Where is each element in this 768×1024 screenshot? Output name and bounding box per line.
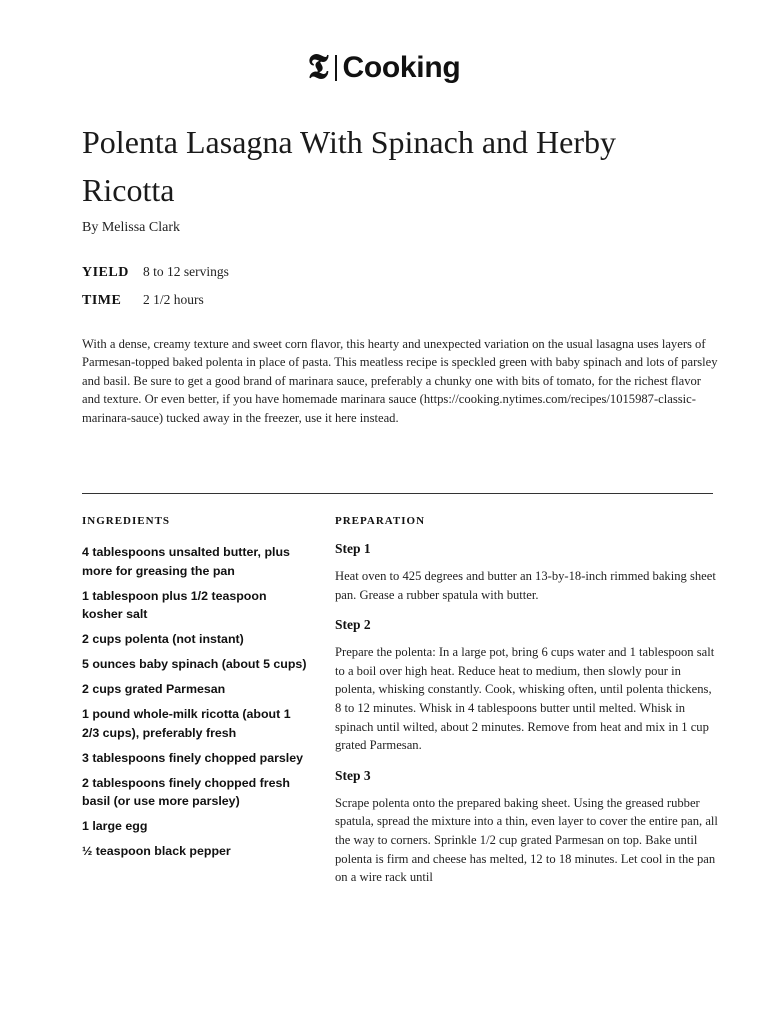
ingredient-item: 1 pound whole-milk ricotta (about 1 2/3 cups), preferably fresh [82, 707, 291, 740]
ingredient-item: 2 tablespoons finely chopped fresh basil (or use more parsley) [82, 775, 290, 808]
ingredient-item: 1 tablespoon plus 1/2 teaspoon kosher salt [82, 588, 267, 621]
ingredient-item: ½ teaspoon black pepper [82, 844, 231, 858]
preparation-step [335, 616, 720, 755]
ingredients-list [82, 543, 307, 867]
ingredients-heading: INGREDIENTS [82, 515, 171, 527]
yield-value: 8 to 12 servings [143, 264, 229, 279]
preparation-heading: PREPARATION [335, 515, 426, 527]
ingredient-item: 5 ounces baby spinach (about 5 cups) [82, 657, 307, 671]
yield-label: YIELD [82, 265, 129, 280]
ingredient-item: 2 cups polenta (not instant) [82, 632, 244, 646]
ingredient-item: 3 tablespoons finely chopped parsley [82, 750, 304, 765]
ingredient-item: 2 cups grated Parmesan [82, 682, 226, 696]
recipe-title: Polenta Lasagna With Spinach and Herby Ricotta [82, 124, 616, 208]
recipe-time [82, 292, 204, 309]
logo-wordmark: Cooking [342, 51, 461, 84]
nyt-t-logo-icon: 𝕿 [307, 49, 329, 86]
logo-divider [335, 55, 337, 81]
step-title: Step 2 [335, 617, 371, 633]
preparation-step [335, 540, 720, 604]
step-text: Heat oven to 425 degrees and butter an 13-by-18-inch rimmed baking sheet pan. Grease a rubber spatula with butter. [335, 569, 716, 602]
time-label: TIME [82, 293, 122, 308]
time-value: 2 1/2 hours [143, 292, 204, 307]
preparation-steps [335, 540, 720, 899]
step-text: Scrape polenta onto the prepared baking sheet. Using the greased rubber spatula, spread the mixture into a thin, even layer to cover the entire pan, all the way to corners. Sprinkle 1/2 cup grated Parmesan on top. Bake until polenta is firm and cheese has melted, 12 to 18 minutes. Let cool in the pan on a wire rack until [335, 795, 718, 885]
ingredient-item: 1 large egg [82, 819, 148, 833]
recipe-yield [82, 264, 229, 281]
nyt-cooking-logo[interactable] [0, 50, 768, 86]
step-title: Step 1 [335, 541, 371, 556]
ingredient-item: 4 tablespoons unsalted butter, plus more for greasing the pan [82, 545, 290, 578]
step-text: Prepare the polenta: In a large pot, bring 6 cups water and 1 tablespoon salt to a boil over high heat. Reduce heat to medium, then slowly pour in polenta, whisking constantly. Cook, whisking often, until polenta thickens, 8 to 12 minutes. Whisk in 4 tablespoons butter until melted. Whisk in spinach until wilted, about 2 minutes. Remove from heat and mix in 1 cup grated Parmesan. [335, 645, 715, 753]
recipe-byline: By Melissa Clark [82, 220, 180, 235]
step-title: Step 3 [335, 767, 371, 783]
recipe-intro: With a dense, creamy texture and sweet corn flavor, this hearty and unexpected variation on the usual lasagna uses layers of Parmesan-topped baked polenta in place of pasta. This meatless recipe is speckled green with baby spinach and lots of parsley and basil. Be sure to get a good brand of marinara sauce, preferably a chunky one with bits of tomato, for the richest flavor and texture. Or even better, if you have homemade marinara sauce (https://cooking.nytimes.com/recipes/1015987-classic-marinara-sauce) tucked away in the freezer, use it here instead. [82, 337, 718, 425]
section-divider [82, 493, 713, 494]
preparation-step [335, 767, 720, 887]
